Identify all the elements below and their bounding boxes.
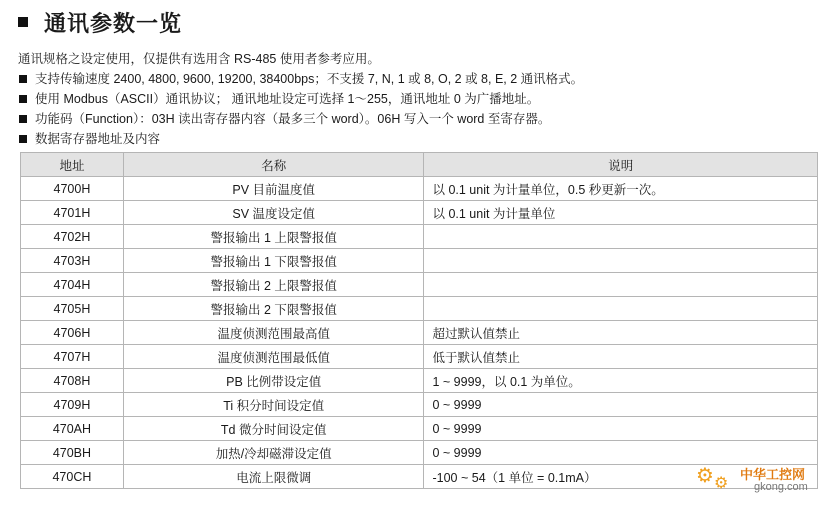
table-body: [21, 177, 818, 489]
cell-description: 超过默认值禁止: [424, 321, 818, 345]
cell-description: 0 ~ 9999: [424, 417, 818, 441]
cell-description: 0 ~ 9999: [424, 441, 818, 465]
header-description: 说明: [424, 153, 818, 177]
gear-icon: ⚙: [696, 465, 714, 487]
cell-address: 4709H: [21, 393, 124, 417]
watermark-brand: 中华工控网: [740, 467, 806, 482]
table-row: [21, 441, 818, 465]
watermark-site: gkong.com: [754, 481, 808, 493]
cell-name: 电流上限微调: [123, 465, 424, 489]
cell-name: 警报输出 2 上限警报值: [123, 273, 424, 297]
table-row: [21, 321, 818, 345]
table-row: [21, 297, 818, 321]
intro-line: 通讯规格之设定使用，仅提供有选用含 RS-485 使用者参考应用。: [18, 52, 380, 66]
table-row: [21, 177, 818, 201]
bullet-text: 支持传输速度 2400, 4800, 9600, 19200, 38400bps；不支援 7, N, 1 或 8, O, 2 或 8, E, 2 通讯格式。: [35, 72, 584, 86]
cell-name: SV 温度设定值: [123, 201, 424, 225]
cell-address: 4702H: [21, 225, 124, 249]
cell-description: [424, 225, 818, 249]
cell-description: 低于默认值禁止: [424, 345, 818, 369]
cell-name: 警报输出 2 下限警报值: [123, 297, 424, 321]
cell-description: [424, 273, 818, 297]
cell-description: 以 0.1 unit 为计量单位: [424, 201, 818, 225]
cell-name: PB 比例带设定值: [123, 369, 424, 393]
bullet-item: [18, 109, 828, 129]
cell-name: Td 微分时间设定值: [123, 417, 424, 441]
cell-address: 4706H: [21, 321, 124, 345]
cell-name: 加热/冷却磁滞设定值: [123, 441, 424, 465]
table-row: [21, 345, 818, 369]
cell-name: 温度侦测范围最高值: [123, 321, 424, 345]
gear-icon: ⚙: [714, 475, 729, 492]
cell-description: [424, 249, 818, 273]
cell-address: 470BH: [21, 441, 124, 465]
cell-name: Ti 积分时间设定值: [123, 393, 424, 417]
intro-section: [18, 49, 828, 149]
cell-description: 0 ~ 9999: [424, 393, 818, 417]
cell-name: 温度侦测范围最低值: [123, 345, 424, 369]
table-row: [21, 225, 818, 249]
cell-address: 4705H: [21, 297, 124, 321]
cell-name: 警报输出 1 下限警报值: [123, 249, 424, 273]
table-header-row: [21, 153, 818, 177]
table-row: [21, 249, 818, 273]
table-row: [21, 201, 818, 225]
header-address: 地址: [21, 153, 124, 177]
cell-description: -100 ~ 54（1 单位 = 0.1mA）: [424, 465, 818, 489]
cell-address: 470CH: [21, 465, 124, 489]
watermark-logo: [696, 464, 826, 500]
page-title: [18, 6, 182, 38]
bullet-item: [18, 69, 828, 89]
cell-description: 1 ~ 9999，以 0.1 为单位。: [424, 369, 818, 393]
table-row: [21, 369, 818, 393]
table-row: [21, 273, 818, 297]
cell-address: 4700H: [21, 177, 124, 201]
bullet-text: 数据寄存器地址及内容: [35, 132, 161, 146]
bullet-square-icon: [19, 135, 27, 143]
table-row: [21, 393, 818, 417]
cell-address: 4703H: [21, 249, 124, 273]
cell-address: 470AH: [21, 417, 124, 441]
cell-address: 4704H: [21, 273, 124, 297]
cell-name: PV 目前温度值: [123, 177, 424, 201]
bullet-square-icon: [19, 95, 27, 103]
bullet-item: [18, 129, 828, 149]
cell-description: [424, 297, 818, 321]
register-table: [20, 152, 818, 489]
cell-address: 4707H: [21, 345, 124, 369]
table-row: [21, 417, 818, 441]
bullet-text: 功能码（Function）：03H 读出寄存器内容（最多三个 word）。06H 写入一个 word 至寄存器。: [35, 112, 551, 126]
page-title-text: 通讯参数一览: [44, 10, 183, 36]
bullet-square-icon: [19, 115, 27, 123]
cell-name: 警报输出 1 上限警报值: [123, 225, 424, 249]
cell-address: 4701H: [21, 201, 124, 225]
bullet-square-icon: [19, 75, 27, 83]
cell-description: 以 0.1 unit 为计量单位，0.5 秒更新一次。: [424, 177, 818, 201]
header-name: 名称: [123, 153, 424, 177]
title-square-icon: [18, 17, 28, 27]
bullet-text: 使用 Modbus（ASCII）通讯协议； 通讯地址设定可选择 1～255，通讯地址 0 为广播地址。: [35, 92, 540, 106]
bullet-item: [18, 89, 828, 109]
cell-address: 4708H: [21, 369, 124, 393]
